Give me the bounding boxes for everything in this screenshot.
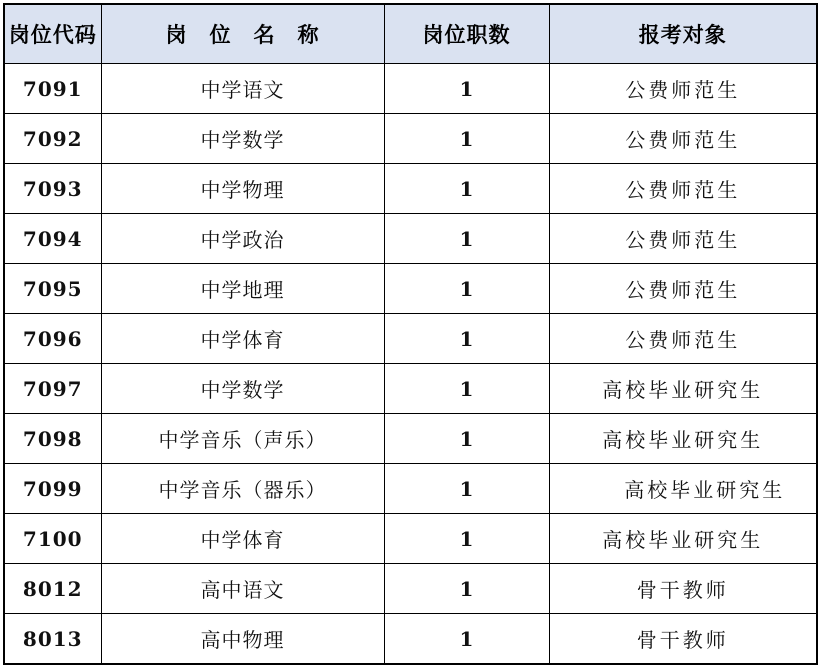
table-row — [4, 264, 817, 314]
cell-name: 高中物理 — [101, 614, 384, 665]
cell-target: 高校毕业研究生 — [549, 514, 817, 564]
cell-target: 公费师范生 — [549, 214, 817, 264]
table-header — [4, 4, 817, 64]
cell-code: 7100 — [4, 514, 101, 564]
cell-name: 中学语文 — [101, 64, 384, 114]
table-row — [4, 64, 817, 114]
header-cell-target: 报考对象 — [549, 4, 817, 64]
cell-target: 公费师范生 — [549, 314, 817, 364]
cell-target: 高校毕业研究生 — [549, 414, 817, 464]
table-row — [4, 414, 817, 464]
header-cell-name: 岗 位 名 称 — [101, 4, 384, 64]
table-row — [4, 464, 817, 514]
cell-count: 1 — [384, 114, 549, 164]
cell-target: 高校毕业研究生 — [549, 364, 817, 414]
cell-count: 1 — [384, 514, 549, 564]
table-row — [4, 614, 817, 665]
cell-target-text: 高校毕业研究生 — [624, 478, 786, 502]
table-row — [4, 214, 817, 264]
cell-count: 1 — [384, 164, 549, 214]
cell-count: 1 — [384, 414, 549, 464]
cell-name: 高中语文 — [101, 564, 384, 614]
cell-code: 8013 — [4, 614, 101, 665]
cell-code: 7095 — [4, 264, 101, 314]
header-cell-code: 岗位代码 — [4, 4, 101, 64]
table-row — [4, 114, 817, 164]
table-row — [4, 364, 817, 414]
cell-name: 中学数学 — [101, 114, 384, 164]
cell-count: 1 — [384, 264, 549, 314]
cell-code: 7094 — [4, 214, 101, 264]
header-row — [4, 4, 817, 64]
cell-target: 公费师范生 — [549, 264, 817, 314]
cell-code: 8012 — [4, 564, 101, 614]
cell-count: 1 — [384, 364, 549, 414]
cell-count: 1 — [384, 314, 549, 364]
cell-code: 7096 — [4, 314, 101, 364]
table-row — [4, 514, 817, 564]
cell-name: 中学政治 — [101, 214, 384, 264]
cell-count: 1 — [384, 614, 549, 665]
table-row — [4, 564, 817, 614]
cell-count: 1 — [384, 464, 549, 514]
cell-name: 中学音乐（器乐） — [101, 464, 384, 514]
cell-name: 中学体育 — [101, 314, 384, 364]
job-positions-table — [3, 3, 818, 665]
cell-code: 7092 — [4, 114, 101, 164]
table-body — [4, 64, 817, 665]
cell-target: 骨干教师 — [549, 564, 817, 614]
header-cell-count: 岗位职数 — [384, 4, 549, 64]
cell-count: 1 — [384, 64, 549, 114]
cell-count: 1 — [384, 214, 549, 264]
cell-target — [549, 464, 817, 514]
cell-count: 1 — [384, 564, 549, 614]
cell-code: 7091 — [4, 64, 101, 114]
cell-code: 7098 — [4, 414, 101, 464]
cell-target: 公费师范生 — [549, 114, 817, 164]
cell-target: 骨干教师 — [549, 614, 817, 665]
cell-name: 中学音乐（声乐） — [101, 414, 384, 464]
cell-name: 中学数学 — [101, 364, 384, 414]
cell-name: 中学体育 — [101, 514, 384, 564]
cell-name: 中学物理 — [101, 164, 384, 214]
cell-name: 中学地理 — [101, 264, 384, 314]
cell-code: 7099 — [4, 464, 101, 514]
cell-target: 公费师范生 — [549, 164, 817, 214]
cell-code: 7093 — [4, 164, 101, 214]
cell-code: 7097 — [4, 364, 101, 414]
table-row — [4, 164, 817, 214]
cell-target: 公费师范生 — [549, 64, 817, 114]
table-row — [4, 314, 817, 364]
